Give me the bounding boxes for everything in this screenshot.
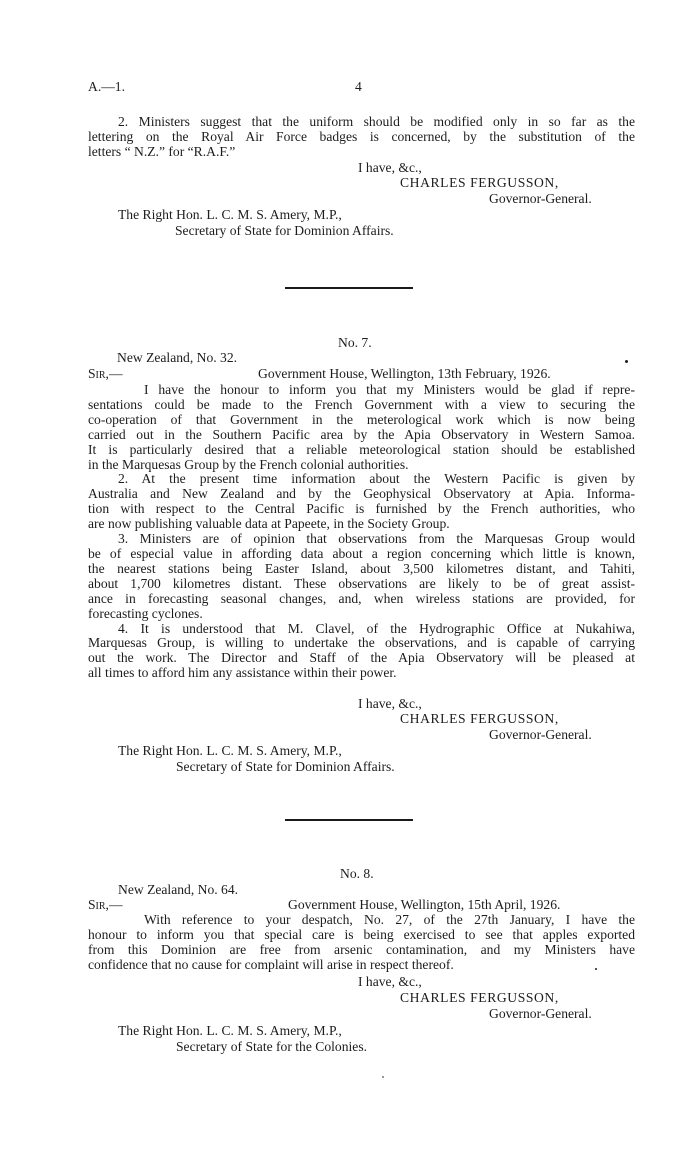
paragraph-ministers-uniform (88, 115, 635, 160)
addressee-name: The Right Hon. L. C. M. S. Amery, M.P., (118, 743, 342, 758)
addressee-title: Secretary of State for the Colonies. (176, 1039, 368, 1054)
addressee-title: Secretary of State for Dominion Affairs. (176, 759, 395, 774)
text-line: 4. It is understood that M. Clavel, of the Hydrographic Office at Nukahiwa, (118, 620, 635, 636)
text-line: co-operation of that Government in the meterological work which is now being (88, 411, 635, 427)
text-line: out the work. The Director and Staff of the Apia Observatory will be pleased at (88, 650, 635, 666)
text-line: lettering on the Royal Air Force badges is concerned, by the substitution of the (88, 128, 635, 144)
salutation: Sir,— (88, 366, 123, 381)
text-line: Marquesas Group, is willing to undertake the observations, and is capable of carrying (88, 635, 635, 651)
signatory-name: CHARLES FERGUSSON, (400, 175, 559, 190)
paragraph-despatch-body (88, 383, 635, 681)
salutation: Sir,— (88, 897, 123, 912)
signatory-name: CHARLES FERGUSSON, (400, 711, 559, 726)
text-line: carried out in the Southern Pacific area by the Apia Observatory in Western Samoa. (88, 426, 635, 442)
closing-formula: I have, &c., (358, 974, 422, 989)
speck-mark (625, 360, 628, 363)
text-line: honour to inform you that special care is being exercised to see that apples exported (88, 926, 635, 942)
addressee-name: The Right Hon. L. C. M. S. Amery, M.P., (118, 1023, 342, 1038)
text-line: all times to afford him any assistance within their power. (88, 665, 397, 681)
text-line: 3. Ministers are of opinion that observations from the Marquesas Group would (118, 531, 635, 547)
closing-formula: I have, &c., (358, 160, 422, 175)
paragraph-despatch-body (88, 913, 635, 973)
signatory-name: CHARLES FERGUSSON, (400, 990, 559, 1005)
despatch-reference: New Zealand, No. 64. (118, 882, 239, 897)
text-line: about 1,700 kilometres distant. These observations are likely to be of great assist- (88, 575, 635, 591)
text-line: be of especial value in affording data about a region concerning which little is known, (88, 545, 635, 561)
signatory-title: Governor-General. (489, 727, 592, 742)
text-line: 2. Ministers suggest that the uniform should be modified only in so far as the (118, 114, 635, 129)
place-and-date: Government House, Wellington, 15th April, 1926. (288, 897, 561, 912)
despatch-number: No. 8. (340, 866, 374, 881)
text-line: the nearest stations being Easter Island, about 3,500 kilometres distant, and Tahiti, (88, 560, 635, 576)
speck-mark (595, 968, 597, 970)
text-line: Australia and New Zealand and by the Geophysical Observatory at Apia. Informa- (88, 486, 635, 502)
text-line: from this Dominion are free from arsenic contamination, and my Ministers have (88, 941, 635, 957)
section-divider (285, 287, 413, 289)
text-line: forecasting cyclones. (88, 605, 203, 621)
despatch-reference: New Zealand, No. 32. (117, 350, 238, 365)
closing-formula: I have, &c., (358, 696, 422, 711)
text-line: in the Marquesas Group by the French colonial authorities. (88, 456, 409, 472)
section-divider (285, 819, 413, 821)
despatch-number: No. 7. (338, 335, 372, 350)
addressee-name: The Right Hon. L. C. M. S. Amery, M.P., (118, 207, 342, 222)
document-reference: A.—1. (88, 79, 126, 94)
signatory-title: Governor-General. (489, 191, 592, 206)
text-line: tion with respect to the Central Pacific is furnished by the French authorities, who (88, 501, 635, 517)
place-and-date: Government House, Wellington, 13th February, 1926. (258, 366, 551, 381)
text-line: ance in forecasting seasonal changes, and, when wireless stations are provided, for (88, 590, 635, 606)
signatory-title: Governor-General. (489, 1006, 592, 1021)
text-line: With reference to your despatch, No. 27, of the 27th January, I have the (144, 912, 635, 927)
text-line: confidence that no cause for complaint will arise in respect thereof. (88, 956, 454, 972)
text-line: It is particularly desired that a reliable meteorological station should be established (88, 441, 635, 457)
text-line: I have the honour to inform you that my Ministers would be glad if repre- (144, 382, 635, 397)
page-number: 4 (355, 79, 362, 94)
text-line: 2. At the present time information about the Western Pacific is given by (118, 471, 635, 487)
text-line: letters “ N.Z.” for “R.A.F.” (88, 143, 236, 159)
text-line: sentations could be made to the French Government with a view to securing the (88, 396, 635, 412)
text-line: are now publishing valuable data at Papeete, in the Society Group. (88, 516, 450, 532)
speck-mark (382, 1076, 384, 1078)
addressee-title: Secretary of State for Dominion Affairs. (175, 223, 394, 238)
